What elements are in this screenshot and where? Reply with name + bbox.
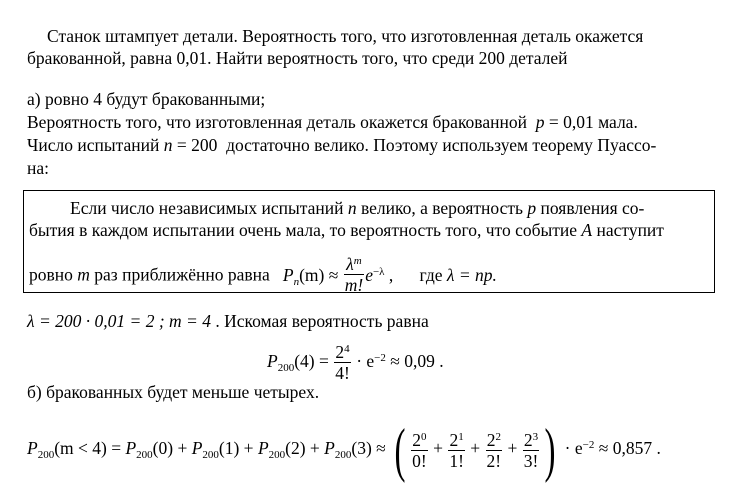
poisson-formula: $P_n(m)$ ≈ $\frac{\lambda^m}{m!}$ $e^{-\lambda}$ , где λ = np.: [282, 254, 497, 295]
calc-line: λ = 200 · 0,01 = 2 ; m = 4 . Искомая вероятность равна: [27, 311, 429, 331]
problem-line-1: Станок штампует детали. Вероятность того, что изготовленная деталь окажется: [47, 26, 644, 46]
part-a-text-1: Вероятность того, что изготовленная деталь окажется бракованной p = 0,01 мала.: [27, 112, 638, 132]
part-b-formula: $P_{200}(m < 4) = P_{200}(0) + P_{200}(1) + P_{200}(2) + P_{200}(3)$ ≈ ( $\frac{2^0}{0!}$ + $\frac{2^1}{1!}$ + $\frac{2^2}{2!}$ + $\frac{2^3}{3!}$ ) · $e^{-2} \approx 0,857$ .: [27, 417, 661, 483]
right-paren: ): [544, 417, 556, 483]
part-a-text-3: на:: [27, 158, 49, 178]
part-a-heading: а) ровно 4 будут бракованными;: [27, 89, 266, 109]
theorem-line-1: Если число независимых испытаний n велико, а вероятность p появления со-: [70, 198, 645, 218]
theorem-line-3: ровно m раз приближённо равна $P_n(m)$ ≈ $\frac{\lambda^m}{m!}$ $e^{-\lambda}$ , где λ = np.: [29, 254, 497, 295]
problem-line-2: бракованной, равна 0,01. Найти вероятность того, что среди 200 деталей: [27, 48, 568, 68]
theorem-line-2: бытия в каждом испытании очень мала, то вероятность того, что событие A наступит: [29, 220, 664, 240]
part-b-heading: б) бракованных будет меньше четырех.: [27, 382, 320, 402]
calc-formula: $P_{200}(4)$ = $\frac{2^4}{4!}$ · $e^{-2} \approx 0,09$ .: [267, 342, 444, 383]
left-paren: (: [394, 417, 406, 483]
part-a-text-2: Число испытаний n = 200 достаточно велико. Поэтому используем теорему Пуассо-: [27, 135, 657, 155]
